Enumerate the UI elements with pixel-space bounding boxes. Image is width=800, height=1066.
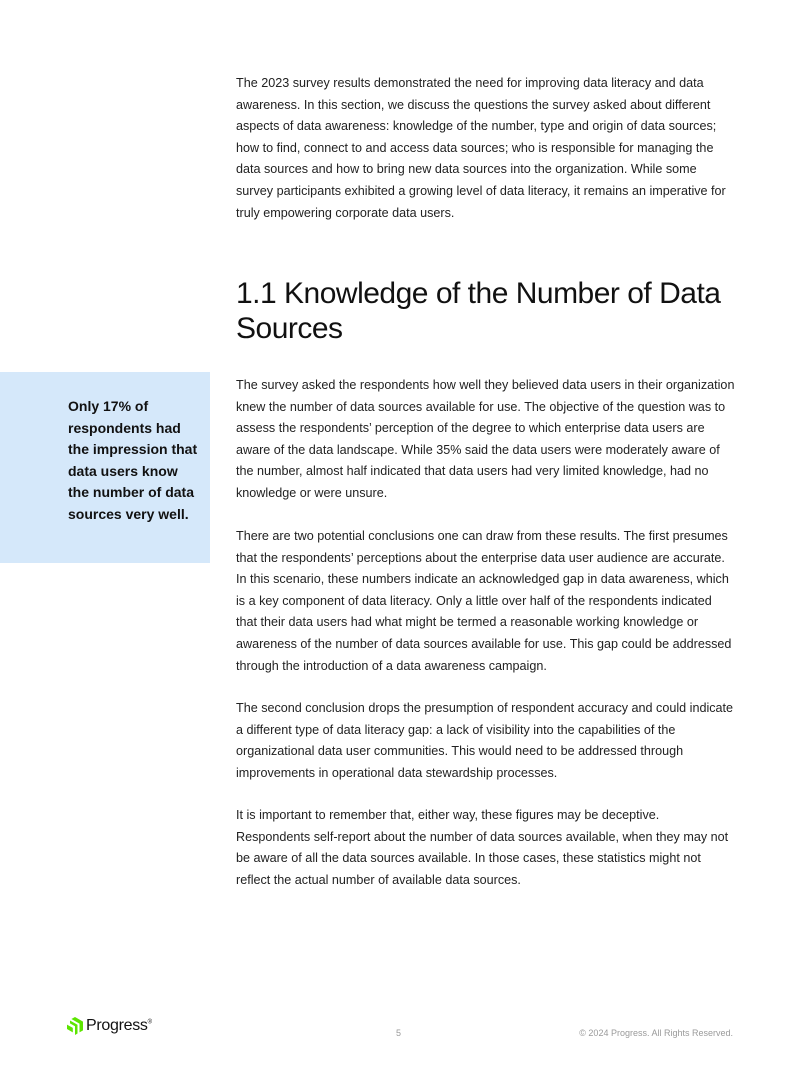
logo-text: Progress bbox=[86, 1017, 148, 1034]
progress-logo bbox=[67, 1015, 152, 1037]
section-paragraph-3: The second conclusion drops the presumption of respondent accuracy and could indicate a different type of data literacy gap: a lack of visibility into the capabilities of the organizational data user communities. This would need to be addressed through improvements in operational data stewardship processes. bbox=[236, 701, 734, 780]
registered-mark: ® bbox=[147, 1019, 152, 1026]
logo-wordmark bbox=[86, 1017, 152, 1035]
page-number: 5 bbox=[396, 1028, 402, 1038]
copyright-notice: © 2024 Progress. All Rights Reserved. bbox=[579, 1028, 733, 1038]
section-paragraph-2: There are two potential conclusions one can draw from these results. The first presumes that the respondents’ perceptions about the enterprise data user audience are accurate. In this scenario, these numbers indicate an acknowledged gap in data awareness, which is a key component of data literacy. Only a little over half of the respondents indicated that their data users had what might be termed a reasonable working knowledge or awareness of the number of data sources available for use. This gap could be addressed through the introduction of a data awareness campaign. bbox=[236, 529, 732, 673]
callout-text: Only 17% of respondents had the impression that data users know the number of data sources very well. bbox=[68, 398, 198, 522]
section-heading: 1.1 Knowledge of the Number of Data Sources bbox=[236, 277, 721, 345]
progress-logo-icon bbox=[67, 1017, 83, 1035]
section-paragraph-4: It is important to remember that, either way, these figures may be deceptive. Respondents self-report about the number of data sources available, when they may not be aware of all the data sources available. In those cases, these statistics might not reflect the actual number of available data sources. bbox=[236, 808, 729, 887]
intro-paragraph: The 2023 survey results demonstrated the need for improving data literacy and data awareness. In this section, we discuss the questions the survey asked about different aspects of data awareness: knowledge of the number, type and origin of data sources; how to find, connect to and access data sources; who is responsible for managing the data sources and how to bring new data sources into the organization. While some survey participants exhibited a growing level of data literacy, it remains an imperative for truly empowering corporate data users. bbox=[236, 76, 726, 220]
section-paragraph-1: The survey asked the respondents how well they believed data users in their organization knew the number of data sources available for use. The objective of the question was to assess the respondents’ perception of the degree to which enterprise data users are aware of the data landscape. While 35% said the data users were moderately aware of the number, almost half indicated that data users had very limited knowledge, had no knowledge or were unsure. bbox=[236, 378, 735, 500]
